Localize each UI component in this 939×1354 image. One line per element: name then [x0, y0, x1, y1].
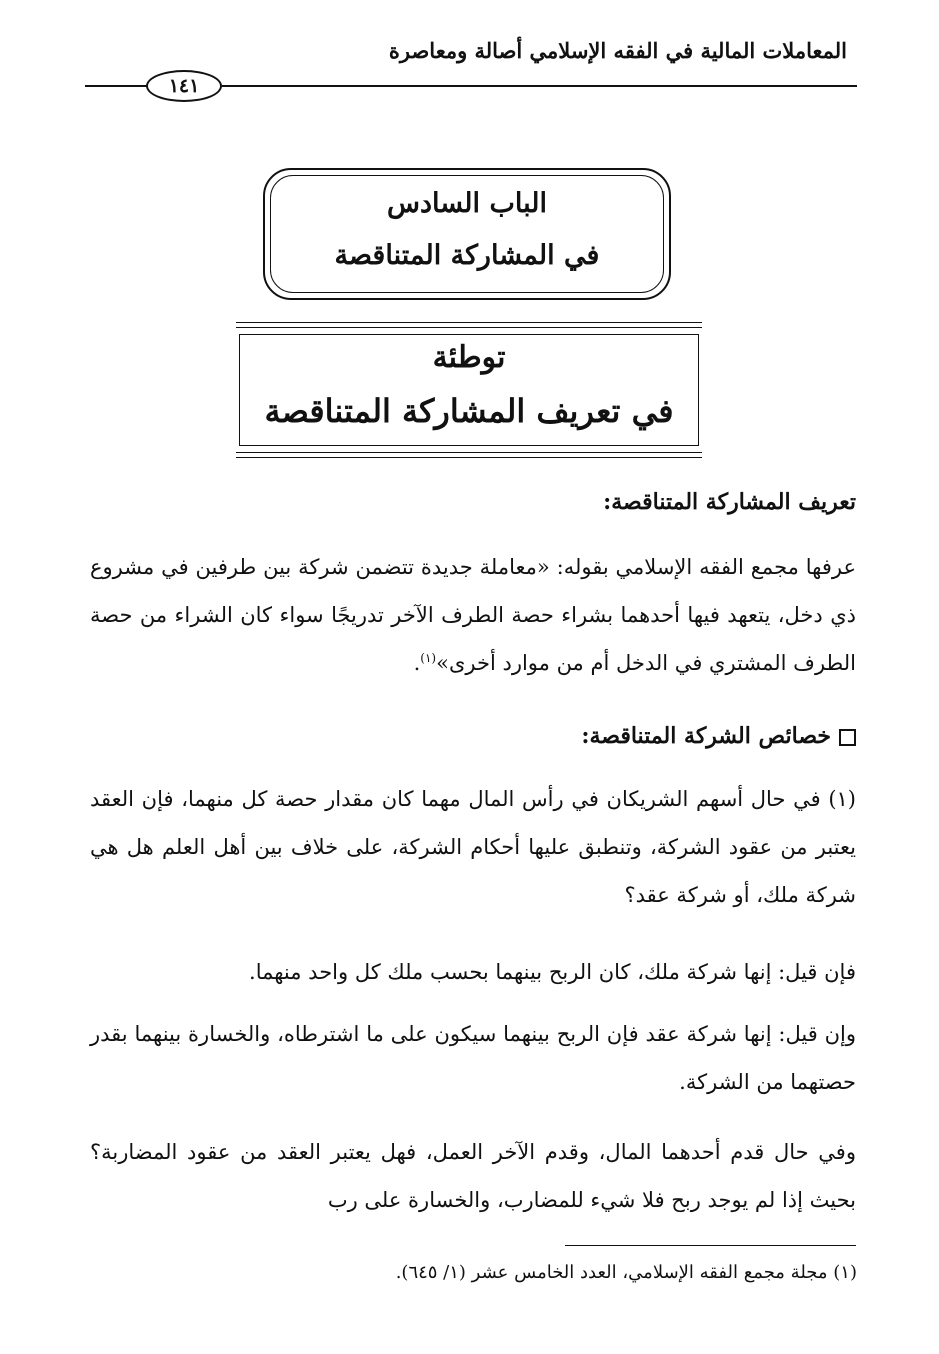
paragraph-3: وإن قيل: إنها شركة عقد فإن الربح بينهما سيكون على ما اشترطاه، والخسارة بينهما بقدر حصتهما من الشركة.	[90, 1022, 856, 1094]
checkbox-icon	[839, 729, 856, 746]
page-number: ١٤١	[146, 70, 222, 102]
definition-heading: تعريف المشاركة المتناقصة:	[603, 489, 856, 515]
definition-end: .	[413, 651, 421, 675]
features-heading	[90, 712, 856, 760]
footnote-1: (١) مجلة مجمع الفقه الإسلامي، العدد الخامس عشر (١/ ٦٤٥).	[395, 1262, 857, 1283]
footnote-separator	[565, 1245, 856, 1246]
intro-title-line-1: توطئة	[432, 340, 506, 375]
chapter-title-box	[263, 168, 671, 300]
running-title: المعاملات المالية في الفقه الإسلامي أصالة ومعاصرة	[388, 38, 847, 63]
intro-title-box	[236, 322, 702, 458]
features-heading-text: خصائص الشركة المتناقصة:	[581, 723, 831, 749]
paragraph-1: (١) في حال أسهم الشريكان في رأس المال مهما كان مقدار حصة كل منهما، فإن العقد يعتبر من عقود الشركة، وتنطبق عليها أحكام الشركة، على خلاف بين أهل العلم هل هي شركة ملك، أو شركة عقد؟	[90, 787, 856, 907]
definition-paragraph	[90, 543, 856, 687]
paragraph-2: فإن قيل: إنها شركة ملك، كان الربح بينهما بحسب ملك كل واحد منهما.	[249, 960, 856, 984]
footnote-ref-1: (١)	[420, 651, 437, 665]
header-rule-right	[222, 85, 857, 87]
header-rule-left	[85, 85, 147, 87]
intro-bottom-rule-inner	[236, 452, 702, 453]
intro-top-rule	[236, 322, 702, 323]
intro-bottom-rule	[236, 457, 702, 458]
intro-top-rule-inner	[236, 327, 702, 328]
chapter-title-line-1: الباب السادس	[387, 188, 547, 219]
paragraph-4: وفي حال قدم أحدهما المال، وقدم الآخر العمل، فهل يعتبر العقد من عقود المضاربة؟ بحيث إذا لم يوجد ربح فلا شيء للمضارب، والخسارة على رب	[90, 1140, 856, 1212]
intro-title-line-2: في تعريف المشاركة المتناقصة	[264, 392, 674, 430]
chapter-title-line-2: في المشاركة المتناقصة	[334, 240, 600, 271]
definition-text: عرفها مجمع الفقه الإسلامي بقوله: «معاملة جديدة تتضمن شركة بين طرفين في مشروع ذي دخل، يتعهد فيها أحدهما بشراء حصة الطرف الآخر تدريجًا سواء كان الشراء من حصة الطرف المشتري في الدخل أم من موارد أخرى»	[90, 555, 856, 675]
